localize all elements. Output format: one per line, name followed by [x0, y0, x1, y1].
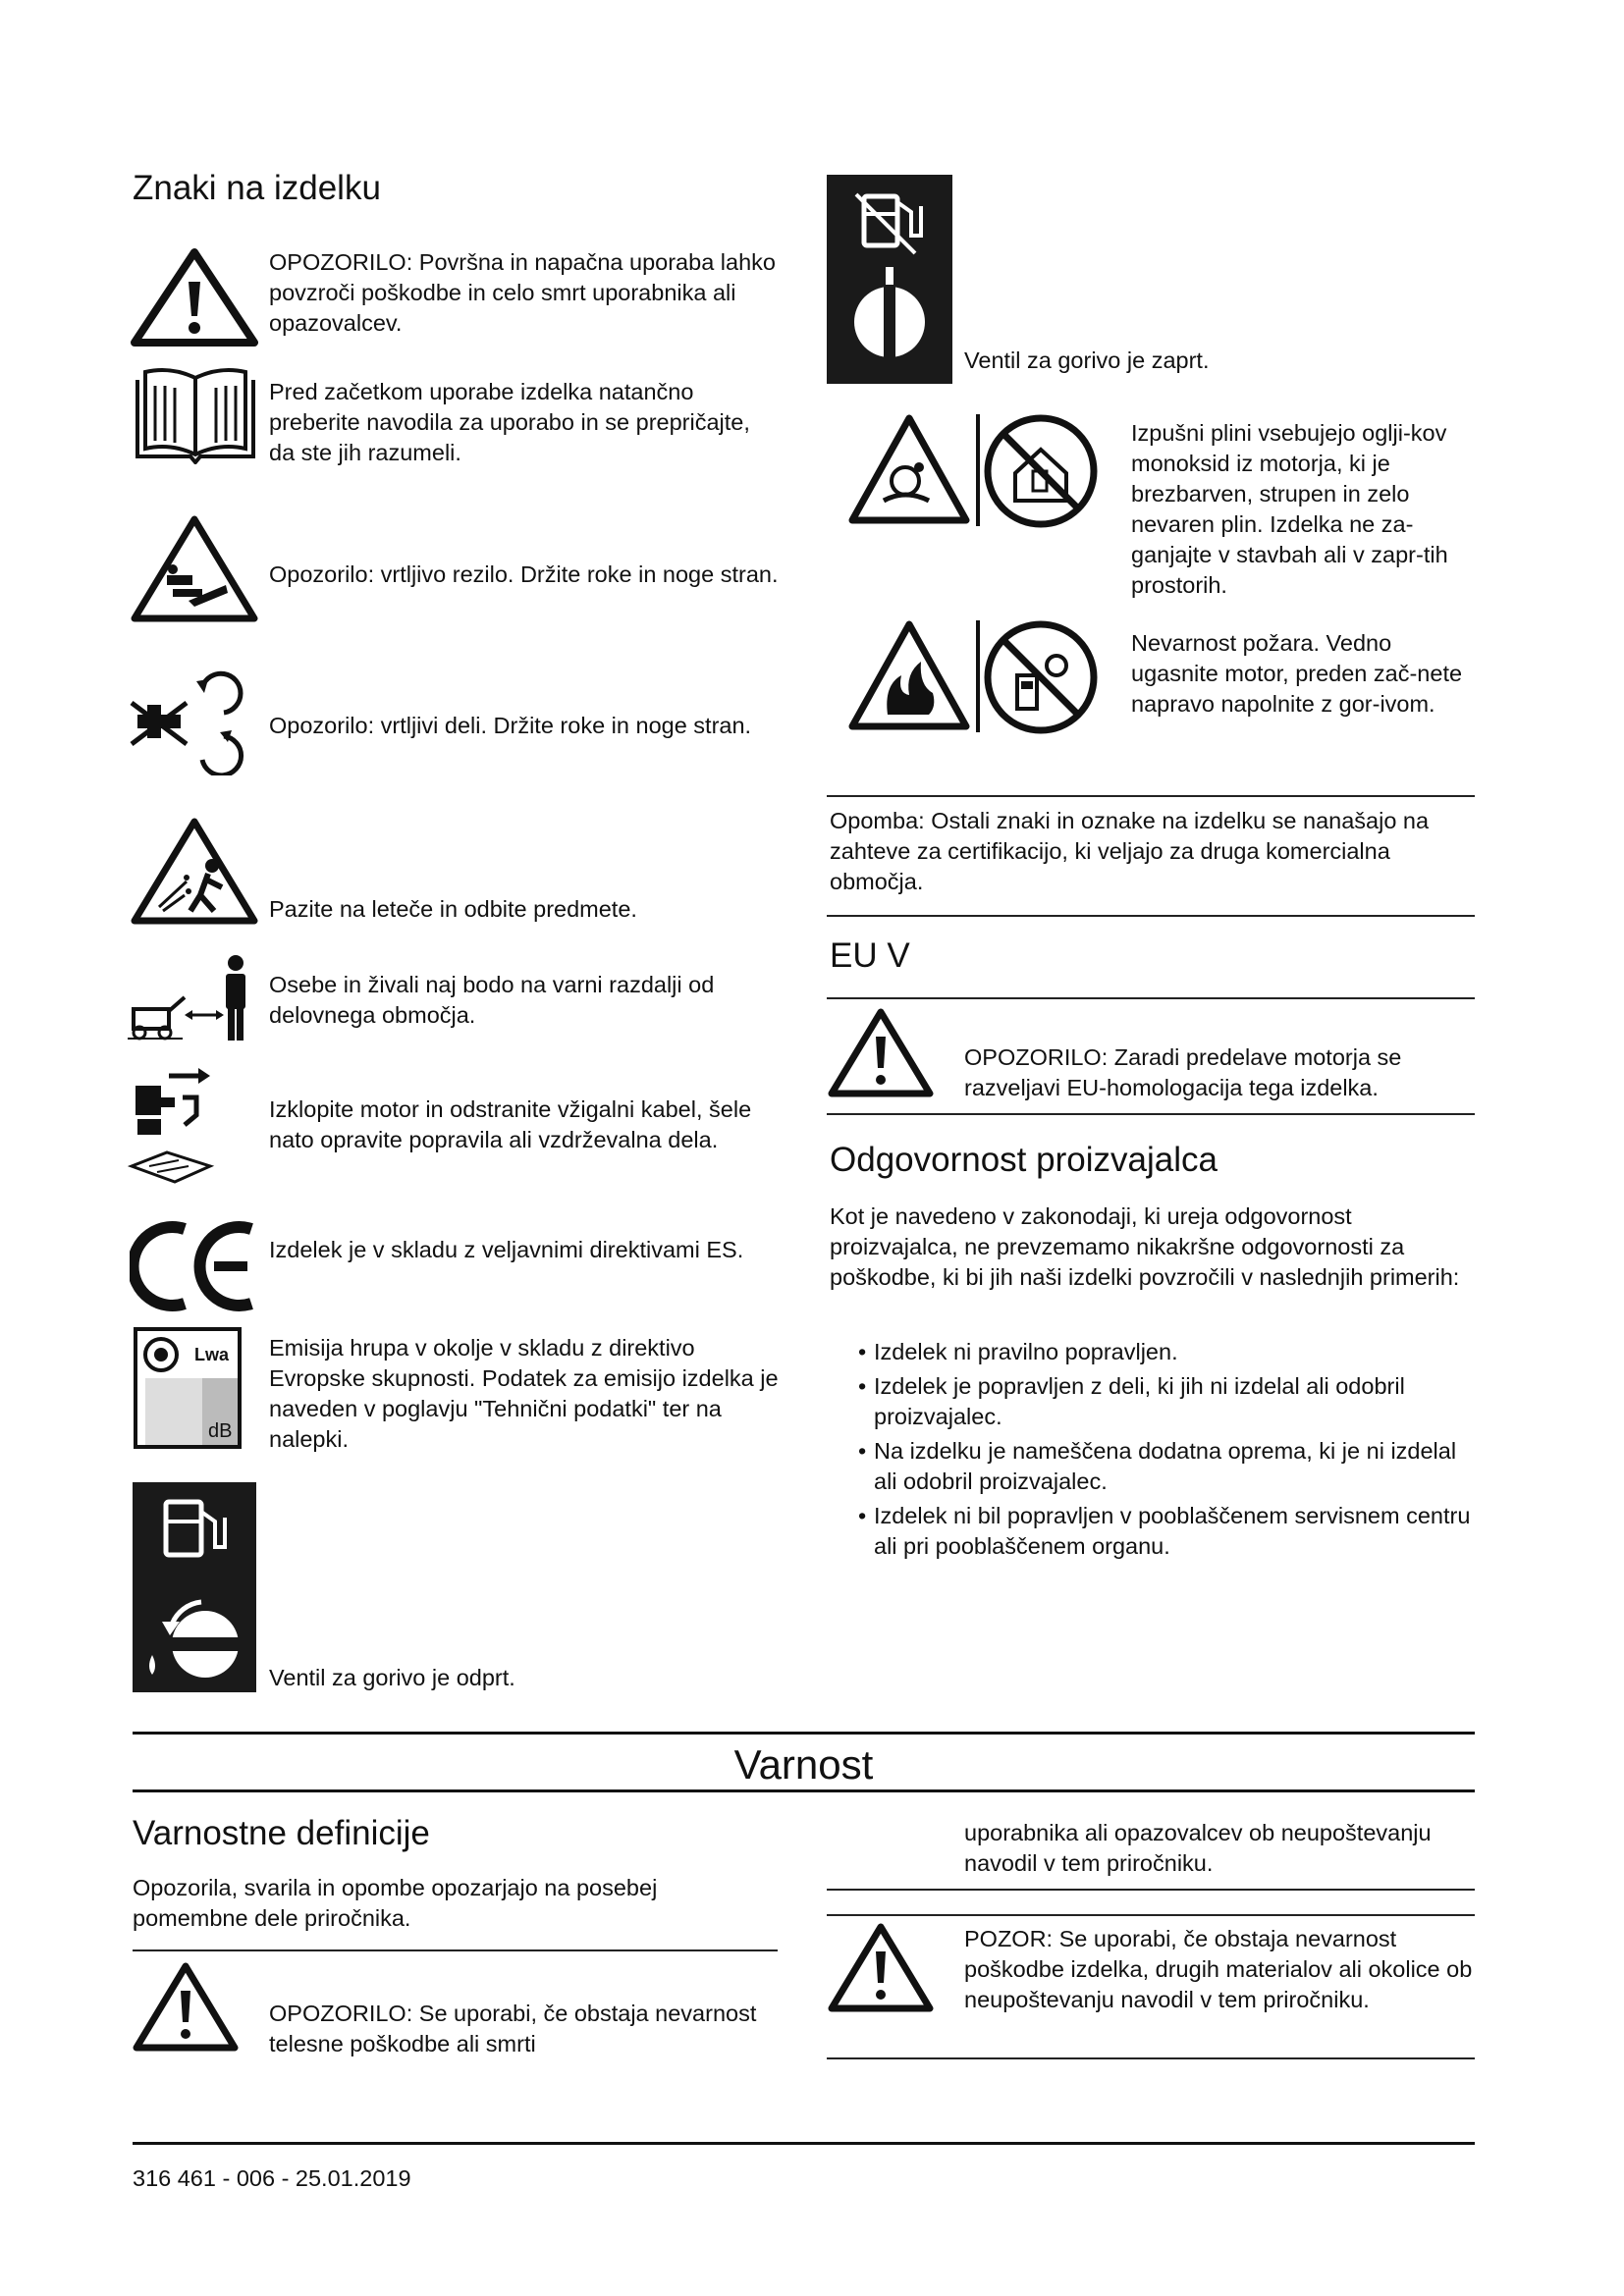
flying-objects-icon	[130, 817, 259, 927]
warning-triangle-icon	[132, 1961, 240, 2054]
section-title-liability: Odgovornost proizvajalca	[830, 1141, 1218, 1179]
caution-definition	[964, 1924, 1475, 2015]
eu-warning-text: Zaradi predelave motorja se razveljavi EU-homologacija tega izdelka.	[964, 1044, 1402, 1100]
sign-text-fuel-open: Ventil za gorivo je odprt.	[269, 1665, 515, 1690]
note-rule-top	[827, 795, 1475, 797]
caution-definition-label: POZOR:	[964, 1926, 1054, 1951]
caution-rule-top	[827, 1914, 1475, 1916]
caution-rule-bottom	[827, 2057, 1475, 2059]
sign-text-rotating-blade: Opozorilo: vrtljivo rezilo. Držite roke in noge stran.	[269, 561, 779, 587]
warning-triangle-icon	[130, 247, 259, 347]
rotating-blade-icon	[130, 514, 259, 624]
ce-mark-icon	[130, 1217, 259, 1315]
caution-definition-text: Se uporabi, če obstaja nevarnost poškodbe izdelka, drugih materialov ali okolice ob neupoštevanju navodil v tem priročniku.	[964, 1926, 1473, 2012]
manual-book-icon	[132, 366, 259, 464]
noise-emission-icon	[134, 1327, 242, 1449]
sign-text-ce: Izdelek je v skladu z veljavnimi direktivami ES.	[269, 1237, 744, 1262]
sign-text-warning: OPOZORILO: Površna in napačna uporaba lahko povzroči poškodbe in celo smrt uporabnika ali opazovalcev.	[269, 249, 776, 336]
warning-definition	[269, 1999, 770, 2059]
warning-definition-text: Se uporabi, če obstaja nevarnost telesne poškodbe ali smrti	[269, 2001, 757, 2056]
safety-definitions-intro: Opozorila, svarila in opombe opozarjajo na posebej pomembne dele priročnika.	[133, 1875, 658, 1931]
sign-text-fire: Nevarnost požara. Vedno ugasnite motor, preden zač-nete napravo napolnite z gor-ivom.	[1131, 630, 1463, 717]
sign-text-fuel-closed: Ventil za gorivo je zaprt.	[964, 347, 1210, 373]
section-title-eu: EU V	[830, 936, 910, 975]
footer-doc-id: 316 461 - 006 - 25.01.2019	[133, 2165, 411, 2191]
warning-triangle-icon	[827, 1922, 935, 2014]
note-rule-bottom	[827, 915, 1475, 917]
sign-text-flying-objects: Pazite na leteče in odbite predmete.	[269, 896, 637, 922]
disconnect-spark-plug-icon	[128, 1058, 216, 1188]
list-item: • Izdelek je popravljen z deli, ki jih ni izdelal ali odobril proizvajalec.	[830, 1371, 1478, 1432]
safety-definitions-title: Varnostne definicije	[133, 1814, 430, 1852]
list-item: • Izdelek ni bil popravljen v pooblaščenem servisnem centru ali pri pooblaščenem organu.	[830, 1501, 1478, 1562]
fire-hazard-icon	[848, 616, 1102, 736]
safety-rule-top	[133, 1732, 1475, 1735]
exhaust-gas-warning-icon	[848, 410, 1102, 530]
liability-list	[830, 1337, 1478, 1566]
noise-unit: dB	[208, 1420, 233, 1442]
sign-text-noise: Emisija hrupa v okolje v skladu z direktivo Evropske skupnosti. Podatek za emisijo izdelka je naveden v poglavju "Tehnični podatki" ter na nalepki.	[269, 1335, 779, 1452]
sign-text-safe-distance: Osebe in živali naj bodo na varni razdalji od delovnega območja.	[269, 972, 715, 1028]
sign-text-disconnect: Izklopite motor in odstranite vžigalni kabel, šele nato opravite popravila ali vzdrževalna dela.	[269, 1096, 752, 1152]
note-text: Ostali znaki in oznake na izdelku se nanašajo na zahteve za certifikacijo, ki veljajo za druga komercialna območja.	[830, 808, 1430, 894]
liability-intro: Kot je navedeno v zakonodaji, ki ureja odgovornost proizvajalca, ne prevzemamo nikakršne odgovornosti za poškodbe, ki bi jih naši izdelki povzročili v naslednjih primerih:	[830, 1203, 1460, 1290]
sign-text-exhaust: Izpušni plini vsebujejo oglji-kov monoksid iz motorja, ki je brezbarven, strupen in zelo nevaren plin. Izdelka ne za-ganjajte v stavbah ali v zapr-tih prostorih.	[1131, 420, 1448, 598]
eu-warning-label: OPOZORILO:	[964, 1044, 1109, 1070]
list-item: • Na izdelku je nameščena dodatna oprema, ki je ni izdelal ali odobril proizvajalec.	[830, 1436, 1478, 1497]
note-label: Opomba:	[830, 808, 925, 833]
section-title-safety: Varnost	[733, 1741, 874, 1788]
noise-label: Lwa	[194, 1345, 230, 1364]
footer-rule	[133, 2142, 1475, 2145]
warning-def-rule-top	[133, 1949, 778, 1951]
warning-def-rule-bottom	[827, 1889, 1475, 1891]
safety-rule-bottom	[133, 1789, 1475, 1792]
safe-distance-icon	[126, 954, 259, 1042]
rotating-parts-icon	[126, 654, 251, 775]
sign-text-manual: Pred začetkom uporabe izdelka natančno preberite navodila za uporabo in se prepričajte, da ste jih razumeli.	[269, 379, 750, 465]
warning-triangle-icon	[827, 1007, 935, 1099]
fuel-valve-open-icon	[133, 1482, 256, 1692]
section-title-signs: Znaki na izdelku	[133, 169, 381, 207]
eu-warning	[964, 1042, 1475, 1103]
note-paragraph	[830, 806, 1478, 897]
eu-rule-top	[827, 997, 1475, 999]
warning-definition-label: OPOZORILO:	[269, 2001, 413, 2026]
fuel-valve-closed-icon	[827, 175, 952, 384]
eu-rule-bottom	[827, 1113, 1475, 1115]
list-item: • Izdelek ni pravilno popravljen.	[830, 1337, 1478, 1367]
sign-text-rotating-parts: Opozorilo: vrtljivi deli. Držite roke in noge stran.	[269, 713, 752, 738]
warning-definition-continued: uporabnika ali opazovalcev ob neupoštevanju navodil v tem priročniku.	[964, 1820, 1432, 1876]
